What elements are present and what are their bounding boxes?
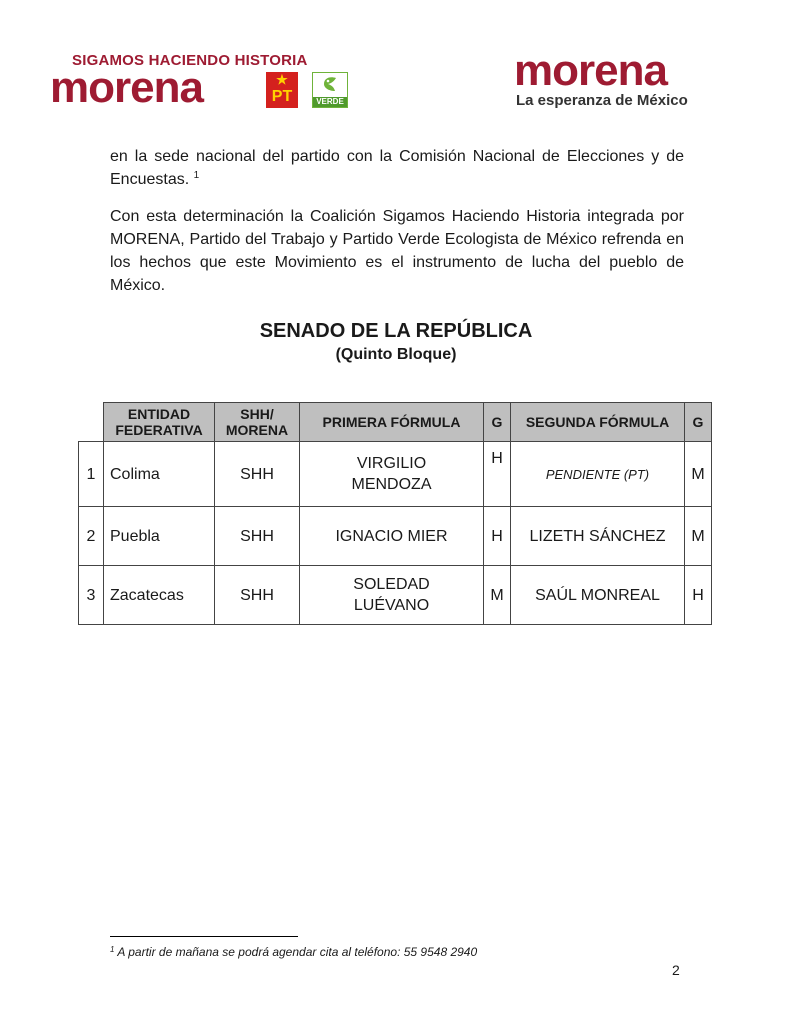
entidad-cell: Puebla: [104, 507, 215, 566]
segunda-formula-cell: [511, 442, 685, 507]
primera-formula-cell: VIRGILIO MENDOZA: [300, 442, 484, 507]
pt-logo: [266, 72, 298, 108]
verde-label: VERDE: [313, 97, 347, 107]
verde-logo: [312, 72, 348, 108]
shh-cell: SHH: [215, 442, 300, 507]
footnote-ref: 1: [193, 170, 200, 181]
toucan-icon: [322, 75, 338, 93]
genero-2-cell: M: [685, 507, 712, 566]
sigamos-haciendo-historia-logo: [50, 52, 350, 112]
table-row: [79, 507, 712, 566]
genero-1-cell: M: [484, 566, 511, 625]
morena-wordmark-left: morena: [50, 63, 203, 112]
morena-logo: [514, 48, 744, 112]
header-genero-1: G: [484, 403, 511, 442]
pendiente-label: PENDIENTE (PT): [545, 466, 650, 482]
segunda-formula-cell: SAÚL MONREAL: [511, 566, 685, 625]
table-row: [79, 442, 712, 507]
row-number: 2: [79, 507, 104, 566]
header-primera-formula: PRIMERA FÓRMULA: [300, 403, 484, 442]
paragraph-coalicion: Con esta determinación la Coalición Sigamos Haciendo Historia integrada por MORENA, Partido del Trabajo y Partido Verde Ecologista de México refrenda en los hechos que este Movimiento es el instrumento de lucha del pueblo de México.: [110, 208, 684, 294]
paragraph-sede-nacional: [110, 145, 684, 191]
header-shh-morena: SHH/ MORENA: [215, 403, 300, 442]
genero-2-cell: M: [685, 442, 712, 507]
footnote-divider: [110, 936, 298, 937]
table-row: [79, 566, 712, 625]
footnote-number: 1: [110, 945, 115, 954]
footnote: [110, 945, 477, 959]
genero-2-cell: H: [685, 566, 712, 625]
header-corner: [79, 403, 104, 442]
table-header-row: [79, 403, 712, 442]
section-subtitle: (Quinto Bloque): [335, 346, 457, 363]
morena-wordmark-right: morena: [514, 46, 667, 95]
entidad-cell: Colima: [104, 442, 215, 507]
entidad-cell: Zacatecas: [104, 566, 215, 625]
header-entidad: ENTIDAD FEDERATIVA: [104, 403, 215, 442]
genero-1-cell: H: [484, 507, 511, 566]
row-number: 3: [79, 566, 104, 625]
header-segunda-formula: SEGUNDA FÓRMULA: [511, 403, 685, 442]
genero-1-cell: H: [484, 442, 511, 507]
paragraph-text: en la sede nacional del partido con la Comisión Nacional de Elecciones y de Encuestas.: [110, 148, 684, 188]
header-genero-2: G: [685, 403, 712, 442]
star-icon: ★: [276, 72, 288, 87]
coalition-tagline: SIGAMOS HACIENDO HISTORIA: [72, 52, 308, 69]
pt-label: PT: [271, 88, 293, 105]
primera-formula-cell: IGNACIO MIER: [300, 507, 484, 566]
segunda-formula-cell: LIZETH SÁNCHEZ: [511, 507, 685, 566]
footnote-text: A partir de mañana se podrá agendar cita al teléfono: 55 9548 2940: [117, 945, 478, 959]
senado-candidates-table: [78, 402, 712, 625]
page-number: 2: [672, 962, 680, 978]
section-title: SENADO DE LA REPÚBLICA: [259, 320, 533, 342]
primera-formula-cell: SOLEDAD LUÉVANO: [300, 566, 484, 625]
shh-cell: SHH: [215, 507, 300, 566]
morena-tagline: La esperanza de México: [516, 92, 688, 109]
shh-cell: SHH: [215, 566, 300, 625]
row-number: 1: [79, 442, 104, 507]
